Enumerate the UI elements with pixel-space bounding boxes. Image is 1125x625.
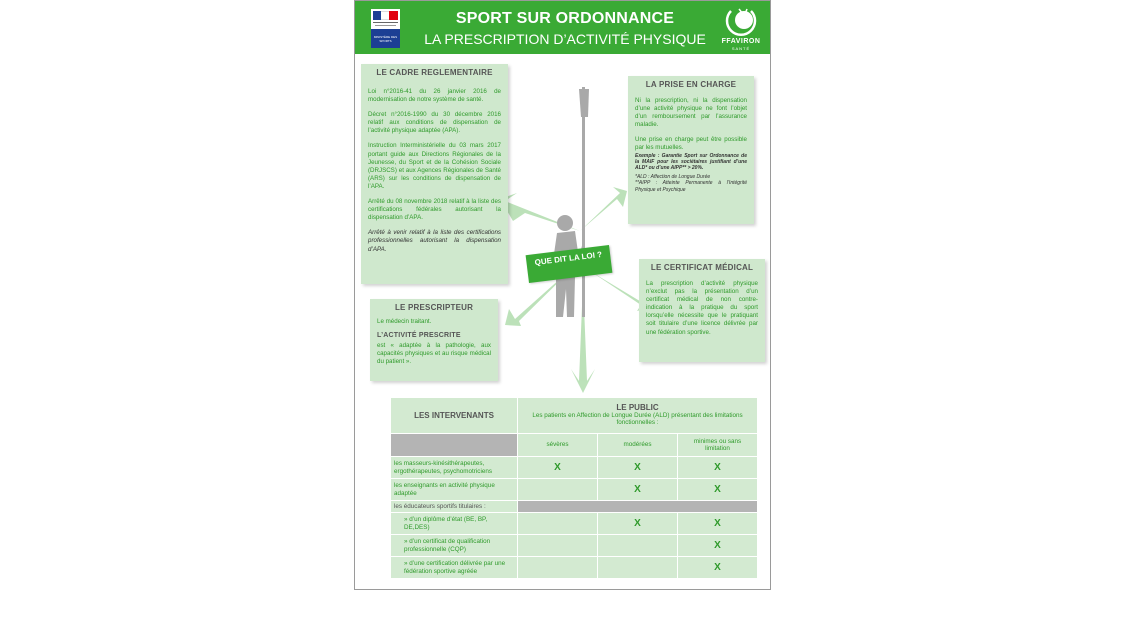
grey-cell [518,501,758,513]
mark-cell [598,557,678,579]
mark-cell: X [598,479,678,501]
row-label: les éducateurs sportifs titulaires : [391,501,518,513]
mark-cell: X [678,479,758,501]
certificat-paragraph: La prescription d’activité physique n’exclut pas la présentation d’un certificat médical de non contre-indication à la pratique du sport lorsqu’elle nécessite que le pratiquant soit titulaire d’une licence délivrée par une fédération sportive. [646,280,758,336]
que-dit-la-loi-banner: QUE DIT LA LOI ? [526,245,613,283]
cadre-reglementaire-panel [361,64,508,284]
mark-cell: X [598,513,678,535]
cadre-paragraph-2: Décret n°2016-1990 du 30 décembre 2016 relatif aux conditions de dispensation de l’activité physique adaptée (APA). [368,111,501,135]
prise-paragraph-1: Ni la prescription, ni la dispensation d’une activité physique ne font l’objet d’un remboursement par l’assurance maladie. [635,97,747,129]
cadre-paragraph-1: Loi n°2016-41 du 26 janvier 2016 de modernisation de notre système de santé. [368,88,501,104]
prescripteur-title: LE PRESCRIPTEUR [394,303,474,312]
table-row [391,501,758,513]
cadre-paragraph-3: Instruction Interministérielle du 03 mars 2017 portant guide aux Directions Régionales de la Jeunesse, du Sport et de la Cohésion Sociale (DRJSCS) et aux Agences Régionales de Santé (ARS) sur les conditions de dispensation de l’APA. [368,142,501,190]
logo-sub: SANTÉ [731,46,751,51]
mark-cell [598,535,678,557]
mark-cell [518,479,598,501]
prise-note-ald: *ALD : Affection de Longue Durée [635,174,711,181]
subheader-minimes: minimes ou sans limitation [678,434,758,457]
cadre-paragraph-5: Arrêté à venir relatif à la liste des certifications professionnelles autorisant la dispensation d’APA. [368,229,501,253]
arrow-up-right [580,187,627,231]
row-label: » d’une certification délivrée par une fédération sportive agréée [391,557,518,579]
row-label: les enseignants en activité physique adaptée [391,479,518,501]
rower-head [557,215,573,231]
certificat-title: LE CERTIFICAT MÉDICAL [650,263,754,272]
mark-cell [518,513,598,535]
ministry-logo [371,29,400,48]
page-subtitle: LA PRESCRIPTION D’ACTIVITÉ PHYSIQUE [424,31,706,47]
prescripteur-panel [370,299,498,381]
prise-title: LA PRISE EN CHARGE [645,80,737,89]
intervenants-table [390,397,758,579]
grey-cell [391,434,518,457]
header-banner [355,1,771,54]
activite-prescrite-title: L’ACTIVITÉ PRESCRITE [377,332,461,340]
cadre-title: LE CADRE REGLEMENTAIRE [376,68,493,77]
col-public-header [518,398,758,434]
table-row [391,457,758,479]
ministry-label: MINISTÈRE DES SPORTS [373,35,398,43]
activite-prescrite-paragraph: est « adaptée à la pathologie, aux capacités physiques et au risque médical du patient ». [377,342,491,366]
logo-name: FFAVIRON [721,38,761,45]
row-label: les masseurs-kinésithérapeutes, ergothérapeutes, psychomotriciens [391,457,518,479]
subheader-moderees: modérées [598,434,678,457]
prise-note-aipp: **AIPP : Atteinte Permanente à l’Intégrité Physique et Psychique [635,180,747,193]
public-title: LE PUBLIC [616,403,659,413]
table-row [391,479,758,501]
mark-cell: X [518,457,598,479]
mark-cell: X [678,535,758,557]
certificat-medical-panel [639,259,765,362]
mark-cell: X [598,457,678,479]
poster [354,0,771,590]
oar-blade [579,89,589,117]
table-row [391,513,758,535]
public-subtitle: Les patients en Affection de Longue Durée (ALD) présentant des limitations fonctionnelles : [532,411,743,427]
mark-cell: X [678,557,758,579]
row-label: » d’un certificat de qualification professionnelle (CQP) [391,535,518,557]
prescripteur-paragraph: Le médecin traitant. [377,318,432,325]
prise-paragraph-2: Une prise en charge peut être possible par les mutuelles. [635,136,747,152]
prise-example: Exemple : Garantie Sport sur Ordonnance de la MAIF pour les sociétaires justifiant d’une ALD* ou d’une AIPP** > 20%. [635,152,747,171]
mark-cell [518,535,598,557]
table-row [391,535,758,557]
republic-flag-icon [371,9,400,29]
cadre-paragraph-4: Arrêté du 08 novembre 2018 relatif à la liste des certifications fédérales autorisant la dispensation d’APA. [368,198,501,222]
table-row [391,557,758,579]
mark-cell: X [678,457,758,479]
col-intervenants-header: LES INTERVENANTS [391,398,518,434]
oar-shaft [582,87,585,317]
page-title: SPORT SUR ORDONNANCE [455,10,675,27]
prise-en-charge-panel [628,76,754,224]
mark-cell: X [678,513,758,535]
mark-cell [518,557,598,579]
subheader-severes: sévères [518,434,598,457]
row-label: » d’un diplôme d’état (BE, BP, DE,DES) [391,513,518,535]
